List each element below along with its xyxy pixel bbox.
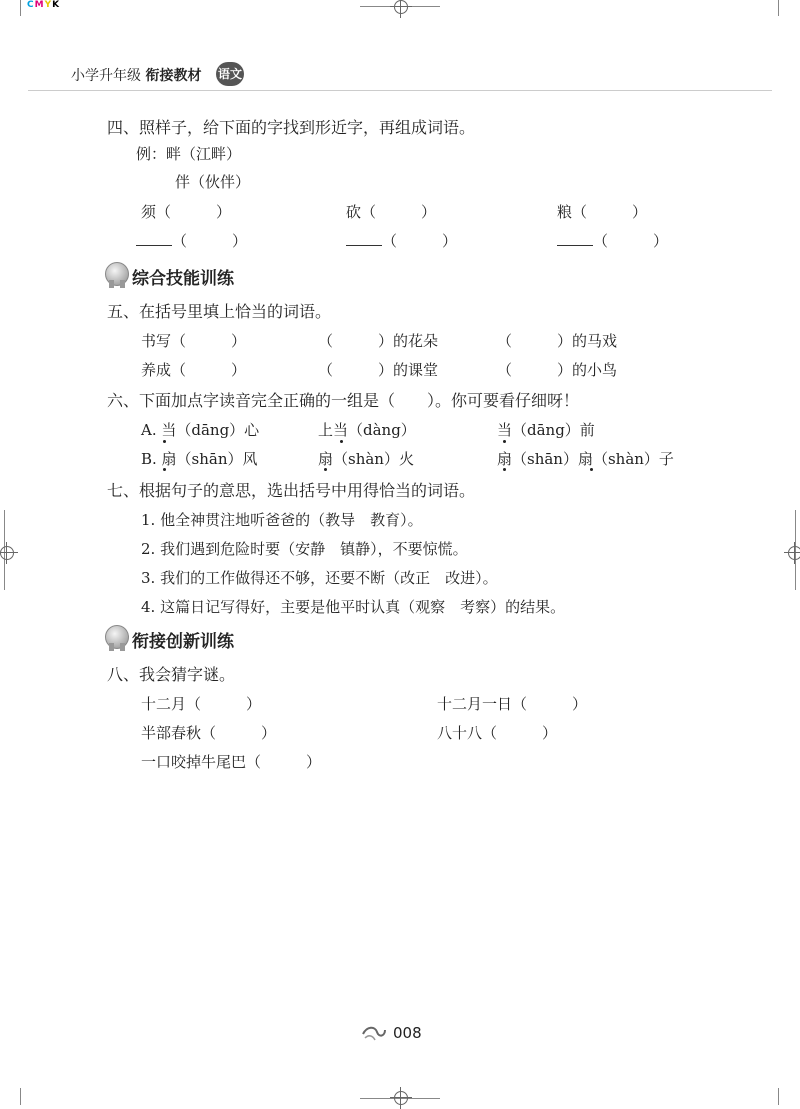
crop-mark-top-left bbox=[20, 0, 21, 16]
page-number: 008 bbox=[393, 1024, 422, 1042]
q4-blank-item-3[interactable] bbox=[557, 230, 668, 251]
q7-item-4: 4. 这篇日记写得好，主要是他平时认真（观察 考察）的结果。 bbox=[141, 598, 566, 616]
fill-blank-line[interactable] bbox=[136, 231, 172, 246]
book-title-bold: 衔接教材 bbox=[145, 68, 202, 84]
q8-riddle-5: 一口咬掉牛尾巴（ ） bbox=[141, 753, 322, 771]
q4-blank-parens-3: （ ） bbox=[593, 232, 669, 250]
q6-option-a-2: 上当（dàng） bbox=[318, 421, 416, 439]
emphasis-dot bbox=[163, 440, 166, 443]
emphasis-dot bbox=[503, 468, 506, 471]
q5-row2-item-2: （ ）的课堂 bbox=[318, 361, 439, 379]
q6-heading: 六、下面加点字读音完全正确的一组是（ ）。你可要看仔细呀！ bbox=[107, 391, 580, 410]
crop-mark-top-right bbox=[778, 0, 779, 16]
register-mark-bottom bbox=[394, 1091, 408, 1105]
cmyk-k: K bbox=[52, 0, 61, 10]
q5-row2-item-3: （ ）的小鸟 bbox=[497, 361, 618, 379]
medal-icon bbox=[105, 262, 129, 286]
q6-option-a-1: A. 当（dāng）心 bbox=[141, 421, 260, 439]
emphasis-dot bbox=[163, 468, 166, 471]
q5-heading: 五、在括号里填上恰当的词语。 bbox=[107, 302, 332, 321]
q4-blank-item-2[interactable] bbox=[346, 230, 457, 251]
q6-option-b-3: 扇（shān）扇（shàn）子 bbox=[497, 450, 674, 468]
q4-heading: 四、照样子，给下面的字找到形近字，再组成词语。 bbox=[107, 118, 476, 137]
q4-item-3: 粮（ ） bbox=[557, 203, 648, 221]
emphasis-dot bbox=[340, 440, 343, 443]
q6-option-b-1: B. 扇（shān）风 bbox=[141, 450, 258, 468]
q7-heading: 七、根据句子的意思，选出括号中用得恰当的词语。 bbox=[107, 481, 476, 500]
crop-mark-bottom-right bbox=[778, 1088, 779, 1105]
emphasis-dot bbox=[324, 468, 327, 471]
q4-example-1: 例：畔（江畔） bbox=[136, 145, 242, 163]
cmyk-y: Y bbox=[44, 0, 53, 10]
q4-blank-item-1[interactable] bbox=[136, 230, 247, 251]
q6-option-a-3: 当（dāng）前 bbox=[497, 421, 595, 439]
q5-row1-item-3: （ ）的马戏 bbox=[497, 332, 618, 350]
q4-blank-parens-2: （ ） bbox=[382, 232, 458, 250]
book-title bbox=[71, 65, 201, 85]
q8-riddle-1: 十二月（ ） bbox=[141, 695, 262, 713]
cmyk-c: C bbox=[27, 0, 35, 10]
q5-row1-item-1: 书写（ ） bbox=[141, 332, 247, 350]
fill-blank-line[interactable] bbox=[346, 231, 382, 246]
medal-icon bbox=[105, 625, 129, 649]
q4-example-2: 伴（伙伴） bbox=[175, 173, 251, 191]
q7-item-3: 3. 我们的工作做得还不够，还要不断（改正 改进）。 bbox=[141, 569, 498, 587]
book-title-plain: 小学升年级 bbox=[71, 68, 146, 84]
q8-riddle-2: 十二月一日（ ） bbox=[437, 695, 588, 713]
crop-mark-bottom-left bbox=[20, 1088, 21, 1105]
q4-item-1: 须（ ） bbox=[141, 203, 232, 221]
q4-blank-parens-1: （ ） bbox=[172, 232, 248, 250]
cmyk-mark bbox=[27, 0, 60, 10]
section-title-skills: 综合技能训练 bbox=[132, 269, 234, 289]
q8-heading: 八、我会猜字谜。 bbox=[107, 665, 236, 684]
register-mark-top bbox=[394, 0, 408, 14]
q8-riddle-3: 半部春秋（ ） bbox=[141, 724, 277, 742]
header-rule bbox=[28, 90, 772, 91]
q5-row1-item-2: （ ）的花朵 bbox=[318, 332, 439, 350]
register-mark-left bbox=[0, 546, 14, 560]
emphasis-dot bbox=[590, 468, 593, 471]
emphasis-dot bbox=[503, 440, 506, 443]
cmyk-m: M bbox=[34, 0, 45, 10]
q7-item-1: 1. 他全神贯注地听爸爸的（教导 教育）。 bbox=[141, 511, 423, 529]
subject-badge: 语文 bbox=[216, 62, 244, 86]
page-ornament-icon bbox=[361, 1022, 387, 1042]
q8-riddle-4: 八十八（ ） bbox=[437, 724, 558, 742]
q6-option-b-2: 扇（shàn）火 bbox=[318, 450, 414, 468]
q4-item-2: 砍（ ） bbox=[346, 203, 437, 221]
q7-item-2: 2. 我们遇到危险时要（安静 镇静），不要惊慌。 bbox=[141, 540, 468, 558]
section-title-innovation: 衔接创新训练 bbox=[132, 632, 234, 652]
register-mark-right bbox=[788, 546, 800, 560]
fill-blank-line[interactable] bbox=[557, 231, 593, 246]
q5-row2-item-1: 养成（ ） bbox=[141, 361, 247, 379]
